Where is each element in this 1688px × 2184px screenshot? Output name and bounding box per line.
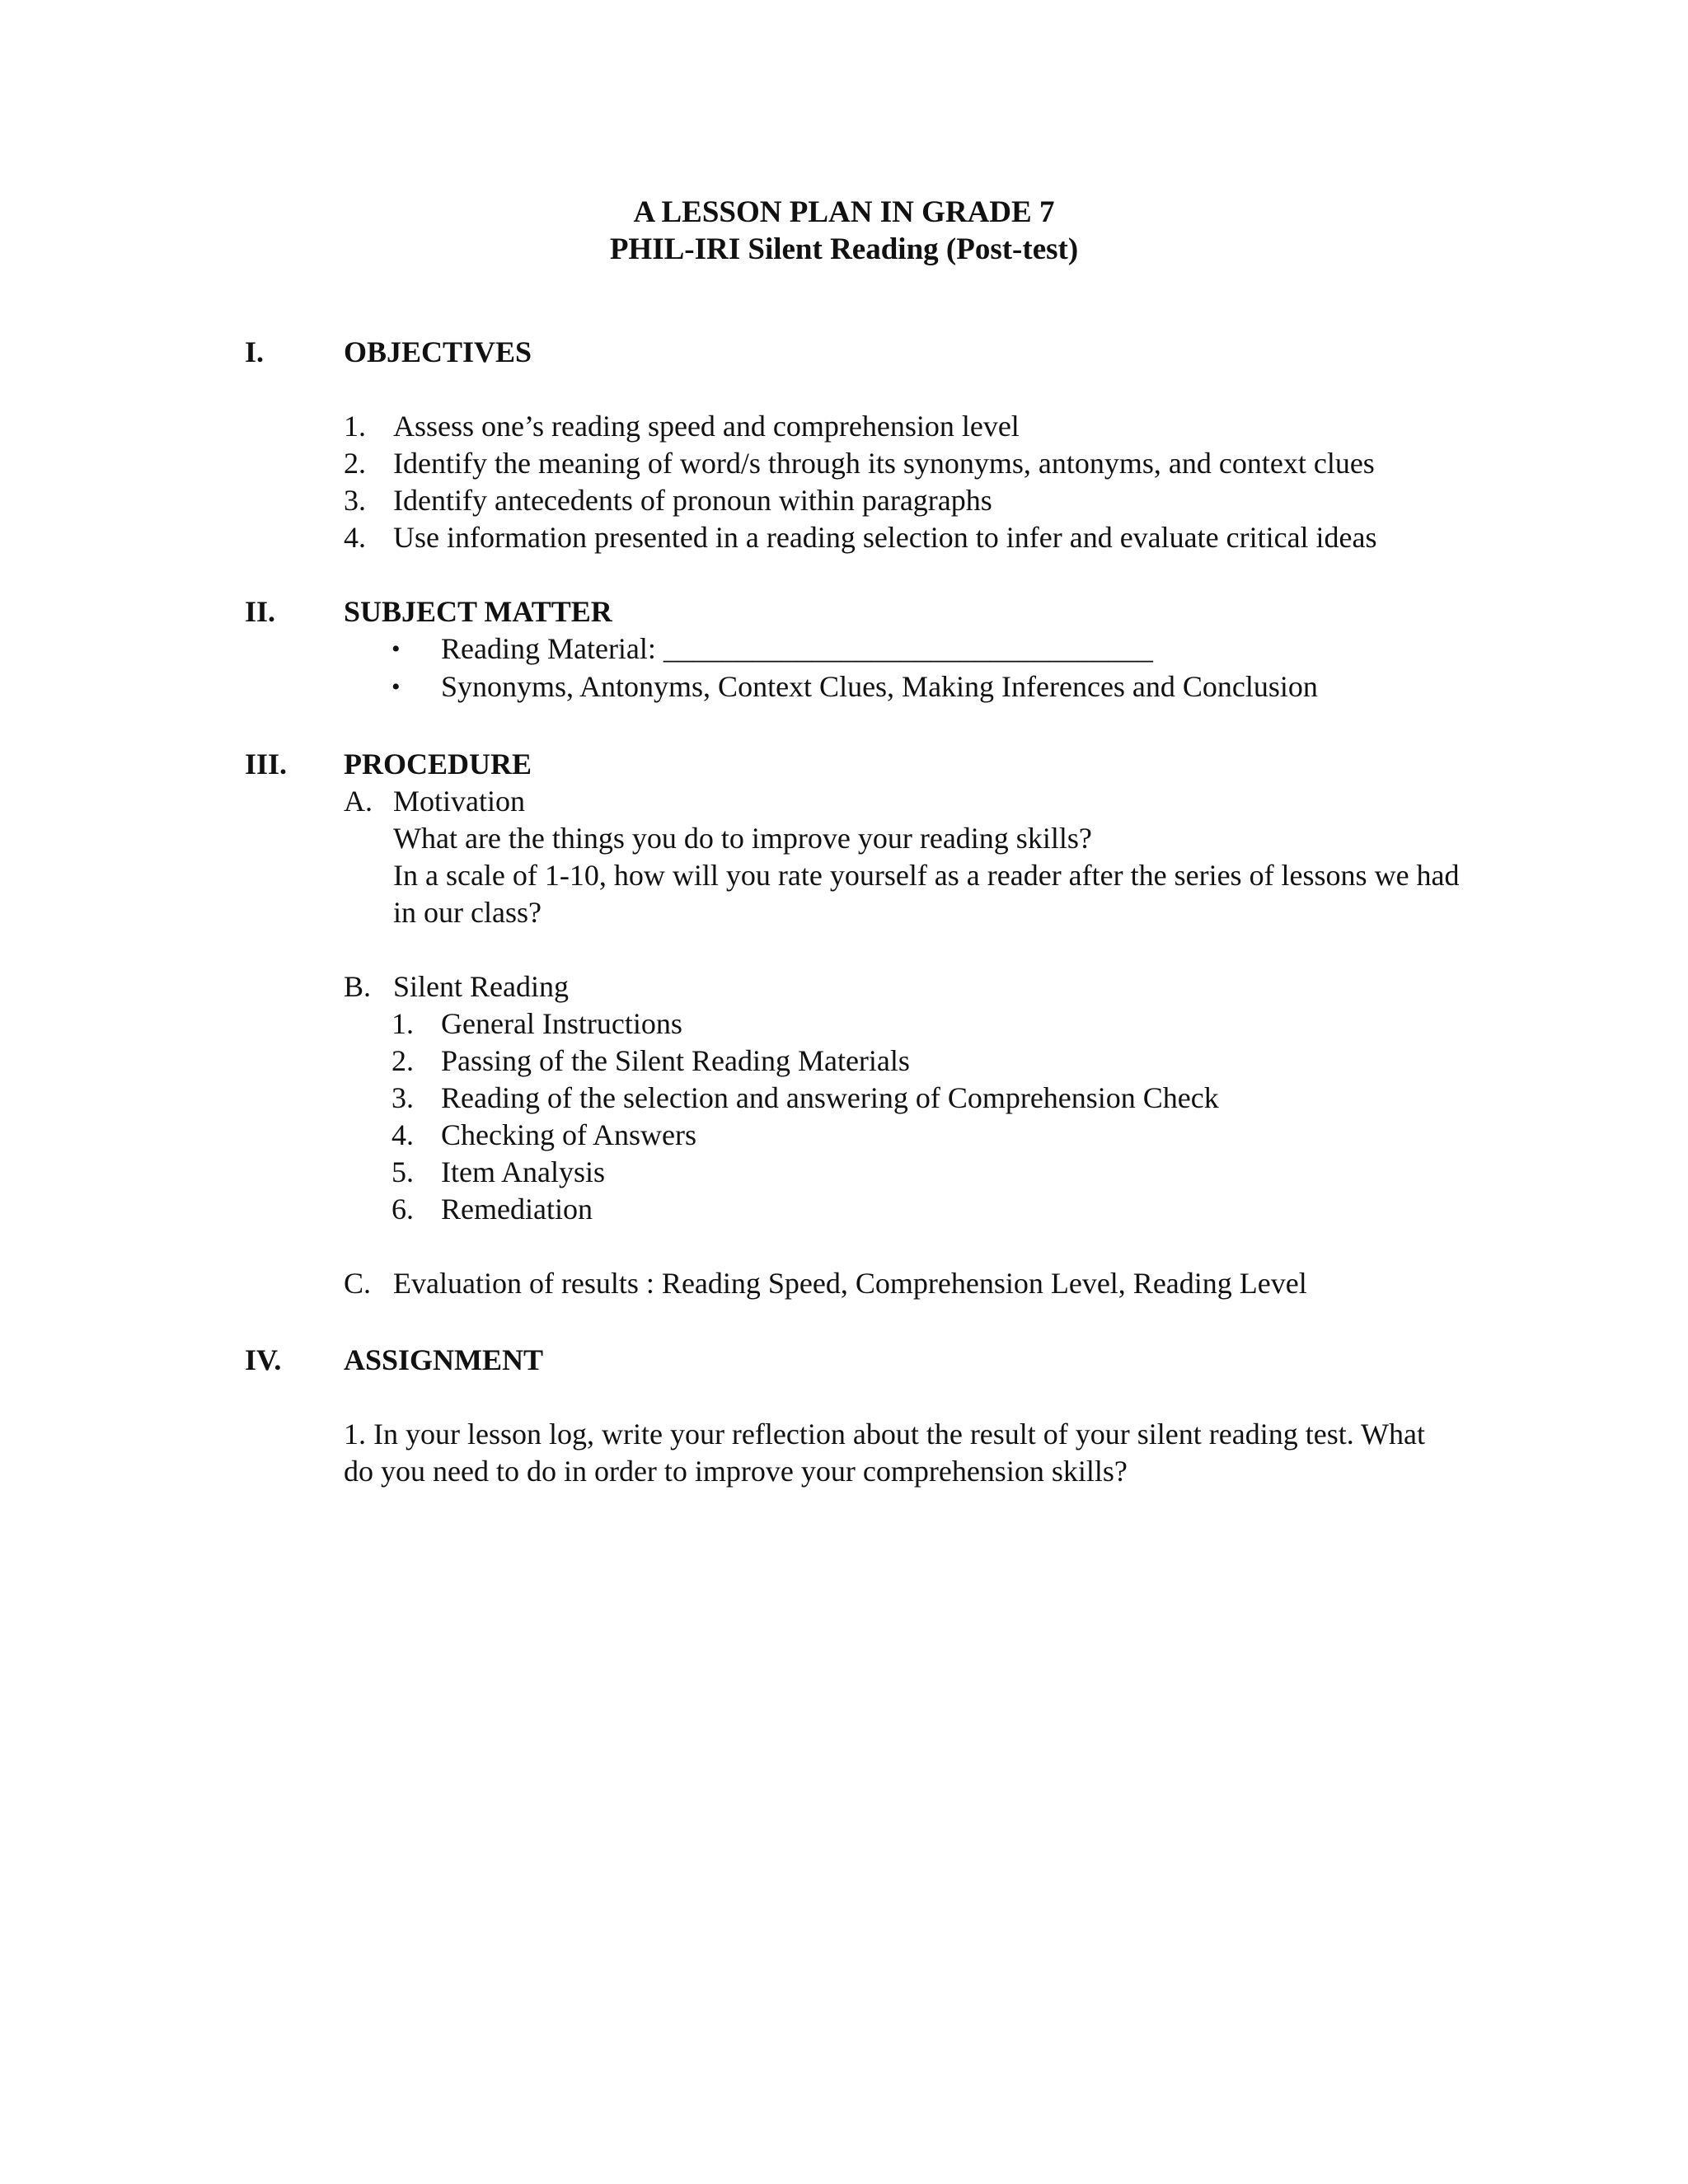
procedure-letter: A.: [344, 785, 373, 818]
section-numeral-assignment: IV.: [245, 1343, 282, 1376]
step-item: Passing of the Silent Reading Materials: [441, 1044, 910, 1077]
step-number: 3.: [392, 1081, 414, 1114]
objective-number: 1.: [344, 410, 366, 443]
objective-item: Assess one’s reading speed and comprehension level: [393, 410, 1020, 443]
bullet-icon: •: [392, 635, 401, 663]
step-item: Reading of the selection and answering of Comprehension Check: [441, 1081, 1219, 1114]
step-item: Checking of Answers: [441, 1118, 696, 1151]
objective-number: 2.: [344, 447, 366, 480]
assignment-text-line: do you need to do in order to improve your comprehension skills?: [344, 1455, 1128, 1488]
silent-reading-title: Silent Reading: [393, 970, 569, 1003]
step-number: 6.: [392, 1193, 414, 1226]
step-number: 5.: [392, 1155, 414, 1188]
assignment-text-line: 1. In your lesson log, write your reflection about the result of your silent reading test. What: [344, 1418, 1426, 1451]
objective-item: Identify the meaning of word/s through its synonyms, antonyms, and context clues: [393, 447, 1375, 480]
motivation-question: In a scale of 1-10, how will you rate yourself as a reader after the series of lessons we had: [393, 859, 1460, 892]
page-title: A LESSON PLAN IN GRADE 7: [633, 195, 1055, 229]
bullet-icon: •: [392, 673, 401, 701]
page-subtitle: PHIL-IRI Silent Reading (Post-test): [609, 232, 1079, 266]
objective-number: 3.: [344, 484, 366, 517]
section-heading-assignment: ASSIGNMENT: [344, 1343, 544, 1376]
evaluation-text: Evaluation of results : Reading Speed, Comprehension Level, Reading Level: [393, 1267, 1307, 1300]
step-number: 4.: [392, 1118, 414, 1151]
procedure-letter: B.: [344, 970, 372, 1003]
objective-number: 4.: [344, 521, 366, 554]
motivation-question: in our class?: [393, 896, 542, 929]
section-numeral-objectives: I.: [245, 335, 265, 368]
section-heading-procedure: PROCEDURE: [344, 748, 532, 780]
step-item: Item Analysis: [441, 1155, 605, 1188]
section-heading-subject-matter: SUBJECT MATTER: [344, 595, 612, 628]
section-numeral-procedure: III.: [245, 748, 288, 780]
step-number: 2.: [392, 1044, 414, 1077]
section-heading-objectives: OBJECTIVES: [344, 335, 532, 368]
objective-item: Use information presented in a reading selection to infer and evaluate critical ideas: [393, 521, 1377, 554]
procedure-letter: C.: [344, 1267, 372, 1300]
step-item: General Instructions: [441, 1007, 682, 1040]
section-numeral-subject-matter: II.: [245, 595, 276, 628]
subject-matter-item: Synonyms, Antonyms, Context Clues, Making Inferences and Conclusion: [441, 670, 1318, 703]
step-item: Remediation: [441, 1193, 593, 1226]
objective-item: Identify antecedents of pronoun within paragraphs: [393, 484, 992, 517]
subject-matter-item: Reading Material: _________________________________: [441, 632, 1153, 665]
motivation-title: Motivation: [393, 785, 525, 818]
step-number: 1.: [392, 1007, 414, 1040]
motivation-question: What are the things you do to improve your reading skills?: [393, 822, 1092, 855]
